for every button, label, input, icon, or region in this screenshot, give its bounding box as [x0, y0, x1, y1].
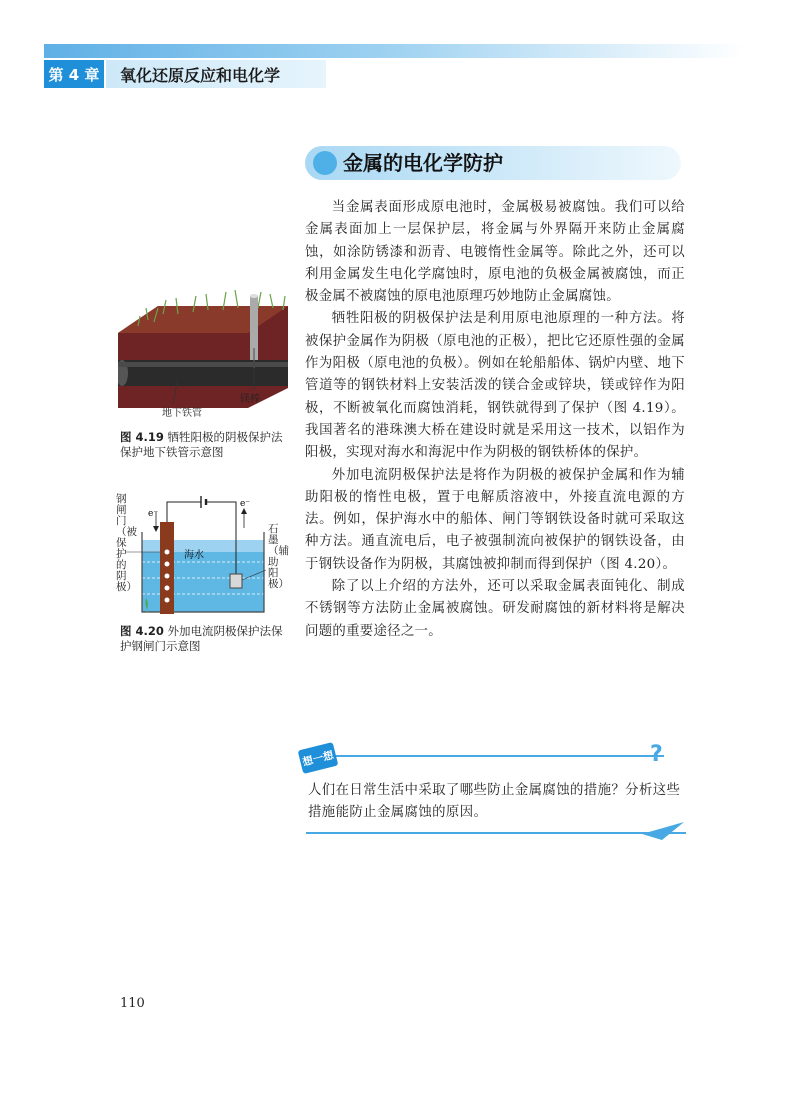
section-title: 金属的电化学防护	[343, 151, 503, 175]
caption-number: 图 4.20	[120, 624, 164, 638]
section-heading	[305, 146, 681, 180]
figure-4-20-illustration	[116, 492, 289, 616]
arrow-icon	[642, 820, 684, 840]
header-gradient-bar	[44, 44, 744, 58]
figure-4-20-caption	[120, 624, 290, 654]
graphite-label: 石墨（辅助阳极）	[268, 523, 289, 590]
think-question: 人们在日常生活中采取了哪些防止金属腐蚀的措施？分析这些措施能防止金属腐蚀的原因。	[308, 783, 681, 820]
electron-label-left: e⁻	[148, 509, 159, 519]
paragraph: 牺牲阳极的阴极保护法是利用原电池原理的一种方法。将被保护金属作为阴极（原电池的正极），把比它还原性强的金属作为阳极（原电池的负极）。例如在轮船船体、锅炉内壁、地下管道等的钢铁材料上安装活泼的镁合金或锌块，镁或锌作为阳极，不断被氧化而腐蚀消耗，钢铁就得到了保护（图 4.19）。我国著名的港珠澳大桥在建设时就是采用这一技术，以铝作为阳极，实现对海水和海泥中作为阴极的钢铁桥体的保护。	[305, 311, 685, 461]
caption-number: 图 4.19	[120, 430, 164, 444]
heading-bullet-icon	[313, 151, 337, 175]
rod-label: 镁棒	[240, 394, 260, 405]
question-mark-icon: ?	[650, 742, 663, 767]
caption-text: 外加电流阴极保护法保护钢闸门示意图	[120, 624, 283, 653]
think-badge: 想一想	[298, 742, 339, 774]
pipe-label: 地下铁管	[162, 408, 202, 418]
think-box	[300, 742, 686, 842]
page-number: 110	[120, 996, 145, 1011]
figure-4-19-illustration	[118, 278, 288, 418]
caption-text: 牺牲阳极的阴极保护法保护地下铁管示意图	[120, 430, 283, 459]
think-bottom-line	[306, 832, 686, 834]
chapter-tag: 第 4 章	[44, 60, 104, 88]
gate-label: 钢闸门（被保护的阴极）	[116, 493, 137, 593]
figure-4-19-caption	[120, 430, 290, 460]
paragraph: 当金属表面形成原电池时，金属极易被腐蚀。我们可以给金属表面加上一层保护层，将金属与外界隔开来防止金属腐蚀，如涂防锈漆和沥青、电镀惰性金属等。除此之外，还可以利用金属发生电化学腐蚀时，原电池的负极金属被腐蚀，而正极金属不被腐蚀的原电池原理巧妙地防止金属腐蚀。	[305, 200, 685, 305]
water-label: 海水	[184, 550, 204, 561]
think-top-line	[334, 755, 664, 757]
paragraph: 外加电流阴极保护法是将作为阴极的被保护金属和作为辅助阳极的惰性电极，置于电解质溶液中，外接直流电源的方法。例如，保护海水中的船体、闸门等钢铁设备时就可采取这种方法。通直流电后，电子被强制流向被保护的钢铁设备，由于钢铁设备作为阴极，其腐蚀被抑制而得到保护（图 4.20）。	[305, 467, 685, 572]
paragraph: 除了以上介绍的方法外，还可以采取金属表面钝化、制成不锈钢等方法防止金属被腐蚀。研发耐腐蚀的新材料将是解决问题的重要途径之一。	[305, 579, 685, 639]
chapter-title: 氧化还原反应和电化学	[106, 60, 326, 88]
main-text	[305, 197, 685, 643]
electron-label-right: e⁻	[240, 499, 251, 509]
